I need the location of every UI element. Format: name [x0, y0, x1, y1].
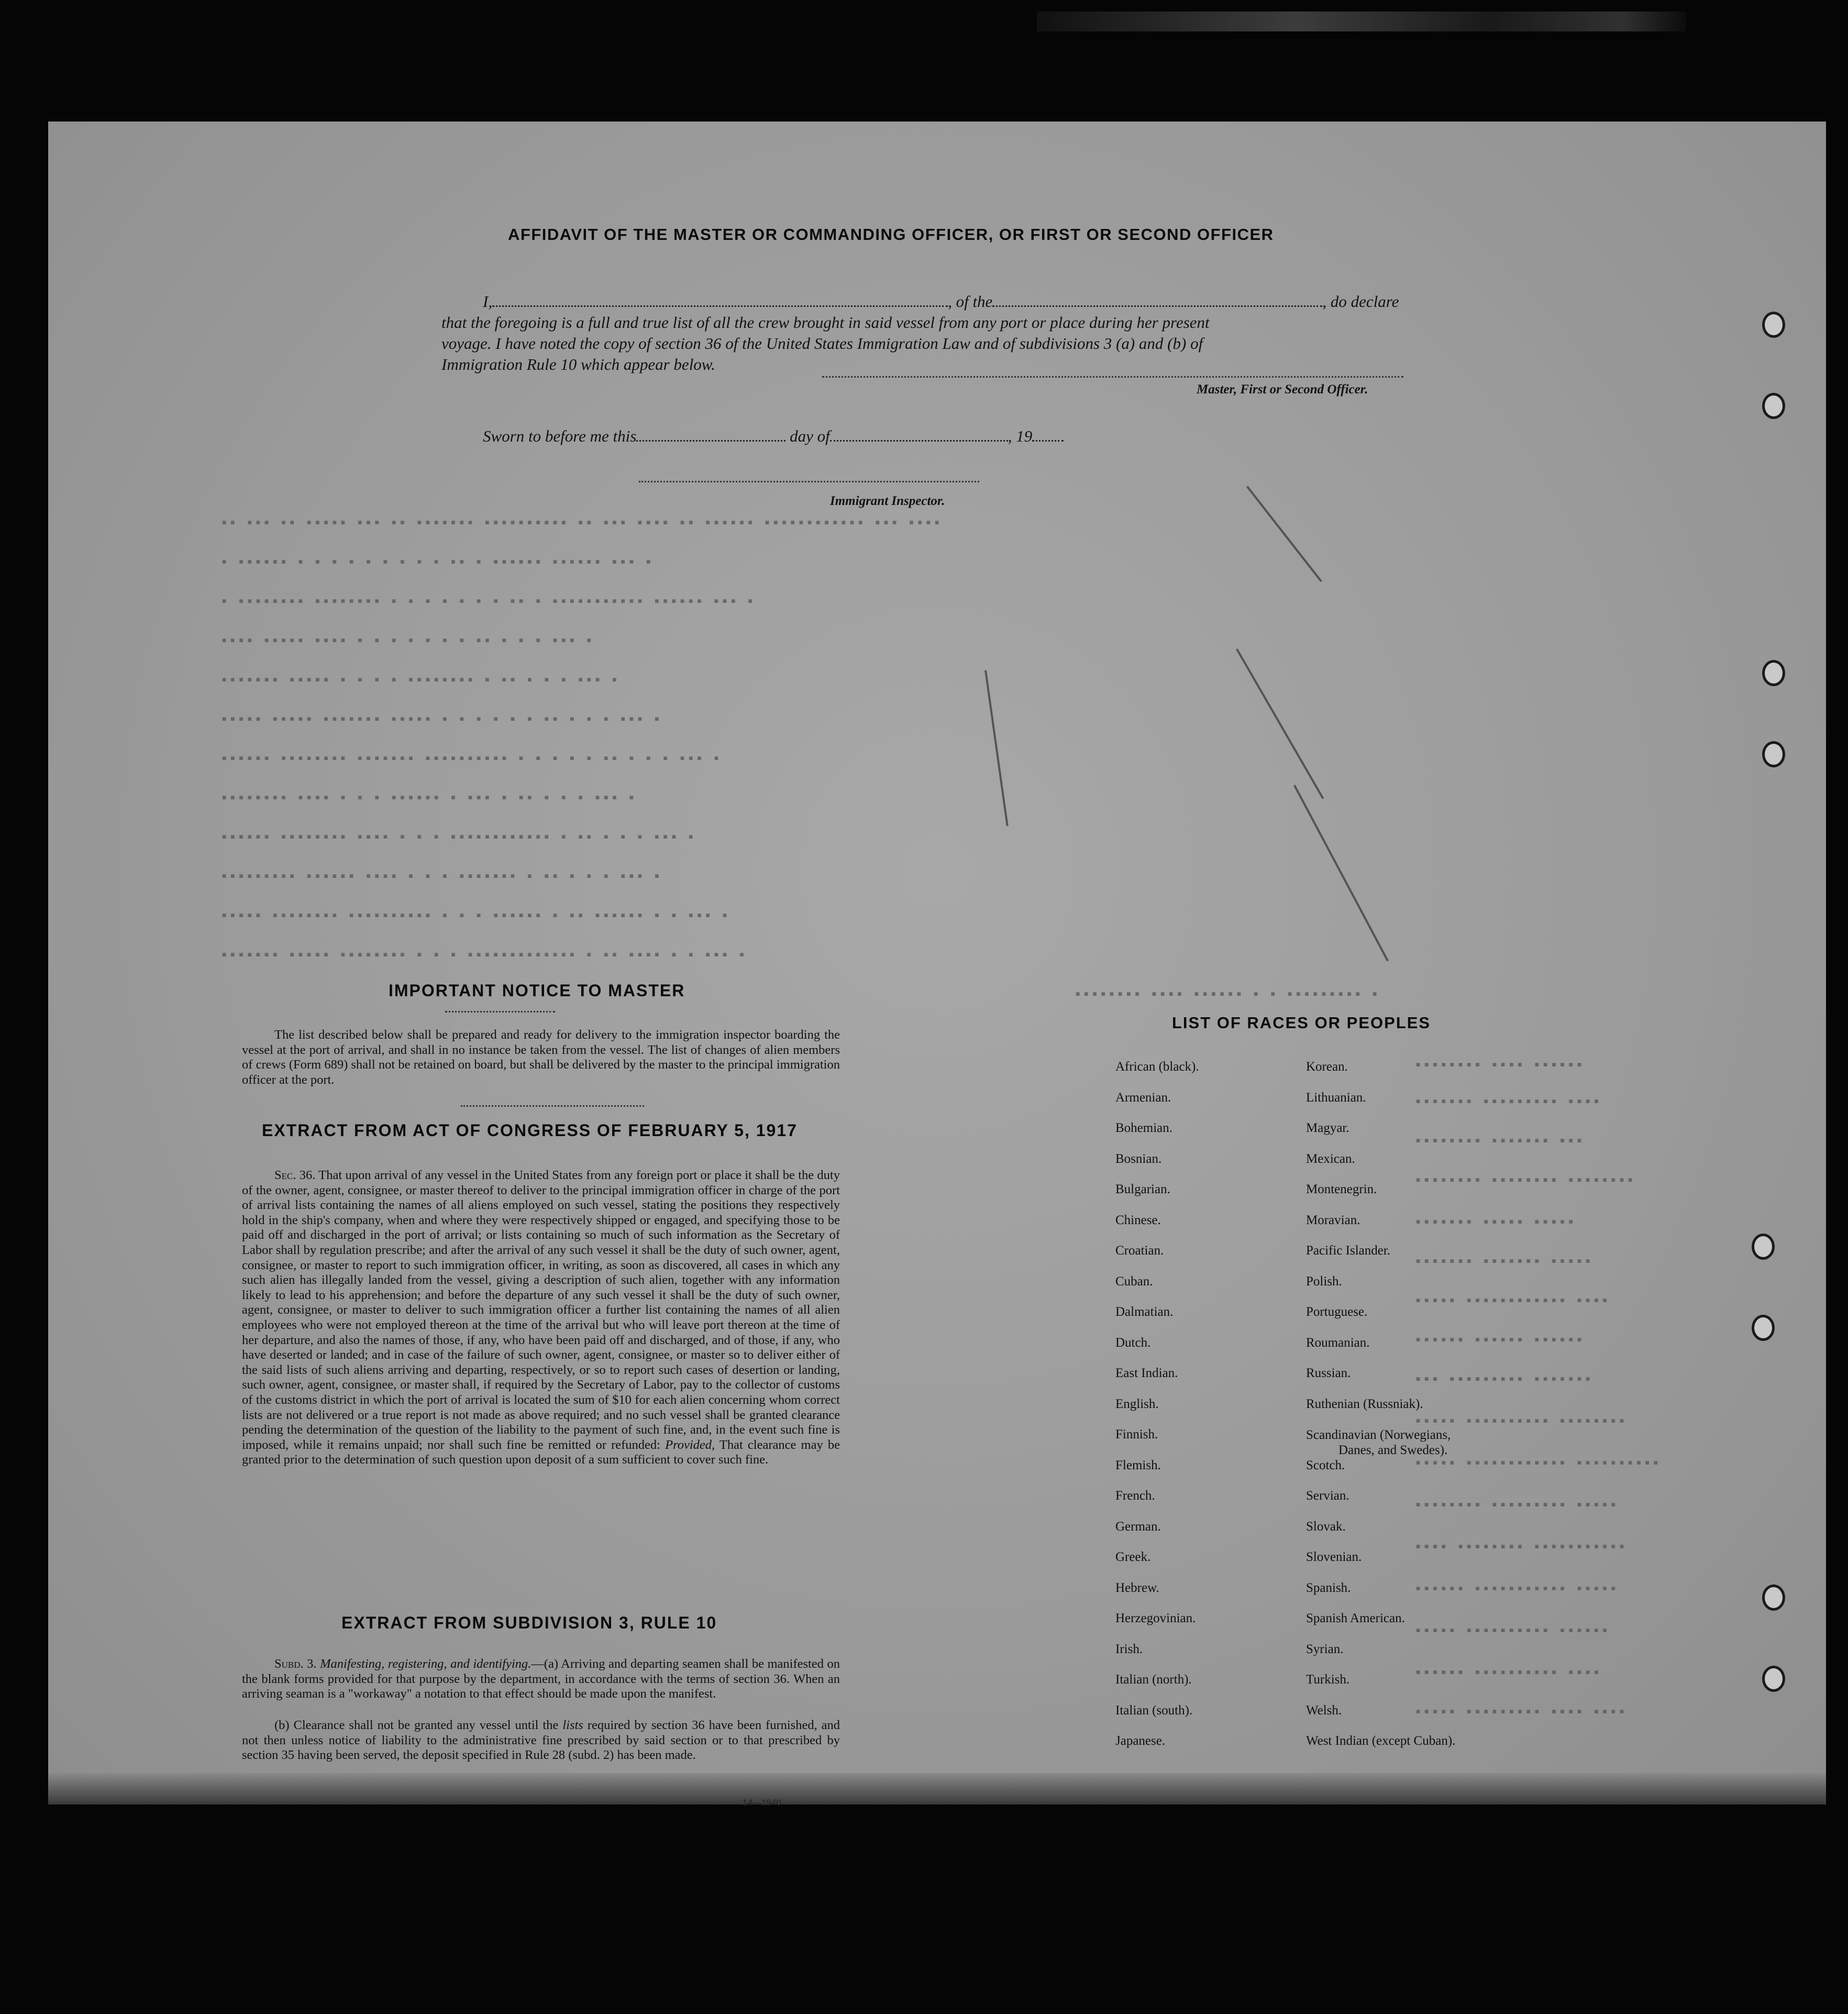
race-item: Portuguese.: [1306, 1305, 1368, 1319]
race-item: Mexican.: [1306, 1151, 1355, 1166]
race-item: Spanish American.: [1306, 1611, 1405, 1625]
subd-b-lists: lists: [562, 1718, 583, 1732]
punch-hole: [1762, 741, 1785, 767]
race-item: Bulgarian.: [1115, 1182, 1170, 1196]
race-item: Pacific Islander.: [1306, 1243, 1391, 1258]
race-item: Greek.: [1115, 1550, 1151, 1564]
form-number: 14—1940: [743, 1798, 781, 1808]
race-item: Welsh.: [1306, 1703, 1342, 1718]
notice-title: IMPORTANT NOTICE TO MASTER: [389, 981, 685, 1000]
race-item: Irish.: [1115, 1642, 1143, 1656]
subd-heading: Manifesting, registering, and identifying.: [320, 1657, 532, 1671]
race-item: English.: [1115, 1396, 1159, 1411]
race-item: East Indian.: [1115, 1366, 1178, 1380]
race-item: Italian (north).: [1115, 1672, 1192, 1687]
rule-para-b: [242, 1718, 840, 1763]
race-item: Scandinavian (Norwegians,: [1306, 1428, 1451, 1442]
year-blank: [1032, 440, 1064, 442]
vessel-blank: [992, 305, 1322, 307]
day-blank: [636, 440, 785, 442]
race-item: Magyar.: [1306, 1121, 1349, 1135]
affidavit-line-2: that the foregoing is a full and true list of all the crew brought in said vessel from any port or place during her present: [441, 313, 1210, 332]
punch-hole: [1752, 1234, 1775, 1260]
races-column-2: [1306, 1060, 1455, 1765]
race-item: Croatian.: [1115, 1243, 1164, 1258]
subd-label: Subd. 3.: [274, 1657, 317, 1671]
affidavit-line-1: [483, 292, 1399, 311]
inspector-signature-line: [639, 481, 979, 482]
notice-text: The list described below shall be prepared and ready for delivery to the immigration inspector boarding the vessel at the port of arrival, and shall in no instance be taken from the vessel. The list of changes of alien members of crews (Form 689) shall not be retained on board, but shall be delivered by the master to the principal immigration officer at the port.: [242, 1028, 840, 1087]
year-prefix: , 19: [1008, 427, 1033, 445]
act-extract-title: EXTRACT FROM ACT OF CONGRESS OF FEBRUARY 5, 1917: [262, 1121, 798, 1140]
race-item: Bohemian.: [1115, 1121, 1173, 1135]
race-item-scandinavian: [1306, 1427, 1455, 1458]
affidavit-line-3: voyage. I have noted the copy of section 36 of the United States Immigration Law and of subdivisions 3 (a) and (b) of: [441, 334, 1203, 353]
race-item: Flemish.: [1115, 1458, 1161, 1472]
page-shadow: [48, 1773, 1826, 1804]
punch-hole: [1762, 1666, 1785, 1692]
race-item: Ruthenian (Russniak).: [1306, 1396, 1423, 1411]
signature-caption: Master, First or Second Officer.: [1197, 382, 1368, 397]
sec-label: Sec. 36.: [274, 1168, 316, 1182]
sworn-text: Sworn to before me this: [483, 427, 637, 445]
race-item: Korean.: [1306, 1060, 1348, 1074]
races-column-1: [1115, 1060, 1199, 1765]
punch-hole: [1752, 1315, 1775, 1341]
race-item: Moravian.: [1306, 1213, 1360, 1227]
sec-36-text: That upon arrival of any vessel in the United States from any foreign port or place it shall be the duty of the owner, agent, consignee, or master thereof to deliver to the principal immigration officer in charge of the port of arrival lists containing the names of all aliens employed on such vessel, stating the positions they respectively hold in the ship's company, when and where they were respectively shipped or engaged, and specifying those to be paid off and discharged in the port of arrival; or lists containing so much of such information as the Secretary of Labor shall by regulation prescribe; and after the arrival of any such vessel it shall be the duty of such owner, agent, consignee, or master to report to such immigration officer, in writing, as soon as discovered, all cases in which any such alien has illegally landed from the vessel, giving a description of such alien, together with any information likely to lead to his apprehension; and before the departure of any such vessel it shall be the duty of such owner, agent, consignee, or master to deliver to such immigration officer a further list containing the names of all alien employees who were not employed thereon at the time of the arrival but who will leave port thereon at the time of her departure, and also the names of those, if any, who have been paid off and discharged, and of those, if any, who have deserted or landed; and in case of the failure of such owner, agent, consignee, or master so to deliver either of the said lists of such aliens arriving and departing, respectively, or so to report such cases of desertion or landing, such owner, agent, consignee, or master shall, if required by the Secretary of Labor, pay to the collector of customs of the customs district in which the port of arrival is located the sum of $10 for each alien concerning whom correct lists are not delivered or a true report is not made as above required; and no such vessel shall be granted clearance pending the determination of the question of the liability to the payment of such fine, and, in the event such fine is imposed, while it remains unpaid; nor shall such fine be remitted or refunded:: [242, 1168, 840, 1452]
name-blank: [492, 305, 948, 307]
affidavit-declare: , do declare: [1322, 292, 1399, 311]
scan-edge-artifact: [1037, 12, 1686, 31]
race-item: Hebrew.: [1115, 1580, 1159, 1595]
race-item: Montenegrin.: [1306, 1182, 1377, 1196]
race-item: Japanese.: [1115, 1734, 1166, 1748]
punch-hole: [1762, 1584, 1785, 1611]
race-item: Italian (south).: [1115, 1703, 1193, 1718]
race-item: Turkish.: [1306, 1672, 1350, 1687]
race-item: Russian.: [1306, 1366, 1351, 1380]
punch-hole: [1762, 312, 1785, 338]
inspector-caption: Immigrant Inspector.: [830, 494, 945, 508]
race-item: Scotch.: [1306, 1458, 1345, 1472]
affidavit-of-the: , of the: [948, 292, 993, 311]
races-title: LIST OF RACES OR PEOPLES: [1172, 1014, 1431, 1032]
race-item: African (black).: [1115, 1060, 1199, 1074]
race-item: Slovenian.: [1306, 1550, 1362, 1564]
provided-label: Provided,: [665, 1437, 715, 1452]
race-item: German.: [1115, 1519, 1161, 1534]
race-item: Dalmatian.: [1115, 1305, 1174, 1319]
sworn-line: [483, 427, 1064, 446]
provided-text: That clearance may be granted prior to the determination of such question upon deposit of a sum sufficient to cover such fine.: [242, 1437, 840, 1467]
race-item: Polish.: [1306, 1274, 1342, 1289]
race-item: Finnish.: [1115, 1427, 1158, 1441]
punch-hole: [1762, 660, 1785, 686]
month-blank: [830, 440, 1008, 442]
race-item: Cuban.: [1115, 1274, 1153, 1289]
race-item: Dutch.: [1115, 1335, 1151, 1350]
race-item: Chinese.: [1115, 1213, 1161, 1227]
race-item: Armenian.: [1115, 1090, 1171, 1105]
race-item-continuation: Danes, and Swedes).: [1338, 1443, 1448, 1457]
race-item: French.: [1115, 1489, 1155, 1503]
race-item: Spanish.: [1306, 1580, 1351, 1595]
notice-rule: [445, 1011, 555, 1012]
race-item: West Indian (except Cuban).: [1306, 1734, 1456, 1748]
punch-hole: [1762, 393, 1785, 419]
subd-b-rest: required by section 36 have been furnished, and not then unless notice of liability to the administrative fine prescribed by said section or to that prescribed by section 35 having been served, the deposit specified in Rule 28 (subd. 2) has been made.: [242, 1718, 840, 1763]
race-item: Syrian.: [1306, 1642, 1344, 1656]
divider: [461, 1105, 644, 1107]
act-extract-text: [242, 1168, 840, 1468]
race-item: Slovak.: [1306, 1519, 1346, 1534]
rule-extract-title: EXTRACT FROM SUBDIVISION 3, RULE 10: [341, 1613, 717, 1632]
rule-para-a: [242, 1657, 840, 1702]
day-of-text: day of: [790, 427, 830, 445]
race-item: Roumanian.: [1306, 1335, 1370, 1350]
affidavit-i: I,: [483, 292, 493, 311]
race-item: Servian.: [1306, 1489, 1349, 1503]
race-item: Bosnian.: [1115, 1151, 1162, 1166]
subd-b-start: (b) Clearance shall not be granted any vessel until the: [274, 1718, 559, 1732]
subd-a-text: —(a) Arriving and departing seamen shall be manifested on the blank forms provided for that purpose by the department, in accordance with the terms of section 36. When an arriving seaman is a "workaway" a notation to that effect should be made upon the manifest.: [242, 1657, 840, 1701]
signature-line: [822, 376, 1403, 378]
affidavit-line-4: Immigration Rule 10 which appear below.: [441, 355, 715, 373]
race-item: Lithuanian.: [1306, 1090, 1366, 1105]
affidavit-title: AFFIDAVIT OF THE MASTER OR COMMANDING OFFICER, OR FIRST OR SECOND OFFICER: [508, 225, 1274, 244]
race-item: Herzegovinian.: [1115, 1611, 1196, 1625]
